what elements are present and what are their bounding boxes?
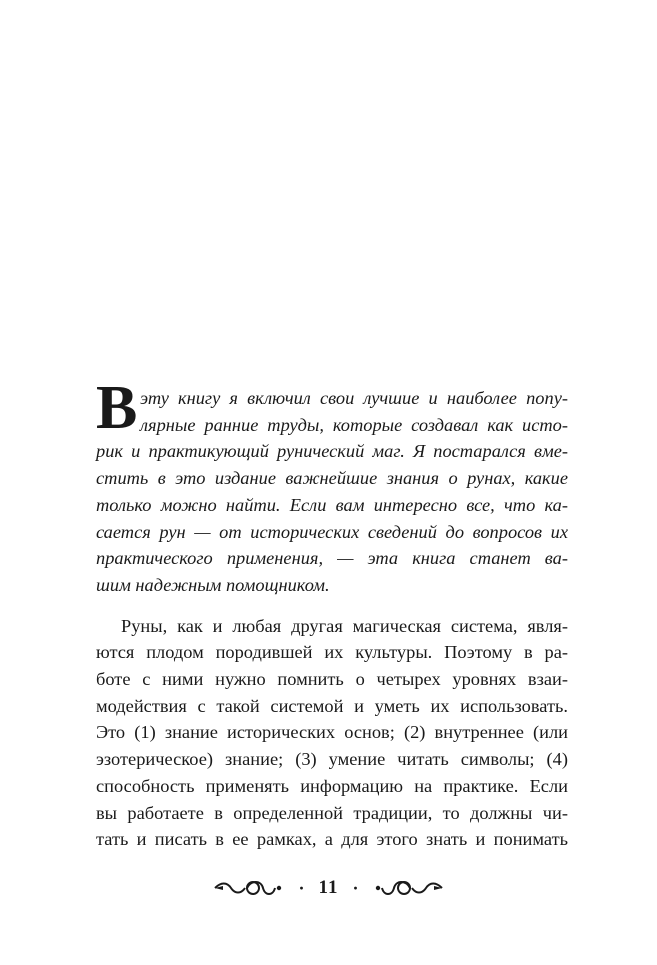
body-line: модействия с такой системой и уметь их использовать. — [96, 695, 568, 716]
scroll-ornament-left-icon — [213, 876, 285, 900]
body-line: боте с ними нужно помнить о четырех уровнях взаи- — [96, 669, 568, 690]
intro-line: эту книгу я включил свои лучшие и наиболее попу- — [140, 388, 568, 408]
text-block — [96, 374, 568, 853]
footer-dot: · — [352, 877, 359, 898]
drop-cap: В — [96, 374, 138, 442]
footer-dot: · — [298, 877, 305, 898]
body-line: тать и писать в ее рамках, а для этого знать и понимать — [96, 829, 568, 850]
intro-line: практического применения, — эта книга станет ва- — [96, 548, 568, 569]
body-line: способность применять информацию на практике. Если — [96, 775, 568, 796]
scroll-ornament-right-icon — [372, 876, 444, 900]
page-footer — [0, 873, 657, 903]
body-paragraph — [96, 613, 568, 853]
intro-line: сается рун — от исторических сведений до вопросов их — [96, 521, 568, 542]
intro-line: рик и практикующий рунический маг. Я постарался вме- — [96, 441, 568, 462]
intro-line: только можно найти. Если вам интересно все, что ка- — [96, 494, 568, 515]
intro-line: лярные ранние труды, которые создавал как исто- — [140, 414, 568, 435]
intro-line: шим надежным помощником. — [96, 574, 330, 595]
body-line: эзотерическое) знание; (3) умение читать символы; (4) — [96, 749, 568, 770]
intro-line: стить в это издание важнейшие знания о рунах, какие — [96, 468, 568, 489]
intro-paragraph — [96, 374, 568, 599]
body-line: Руны, как и любая другая магическая система, явля- — [121, 615, 568, 636]
body-line: Это (1) знание исторических основ; (2) внутреннее (или — [96, 722, 568, 743]
body-line: ются плодом породившей их культуры. Поэтому в ра- — [96, 642, 568, 663]
page-number: 11 — [318, 877, 339, 898]
body-line: вы работаете в определенной традиции, то должны чи- — [96, 802, 568, 823]
